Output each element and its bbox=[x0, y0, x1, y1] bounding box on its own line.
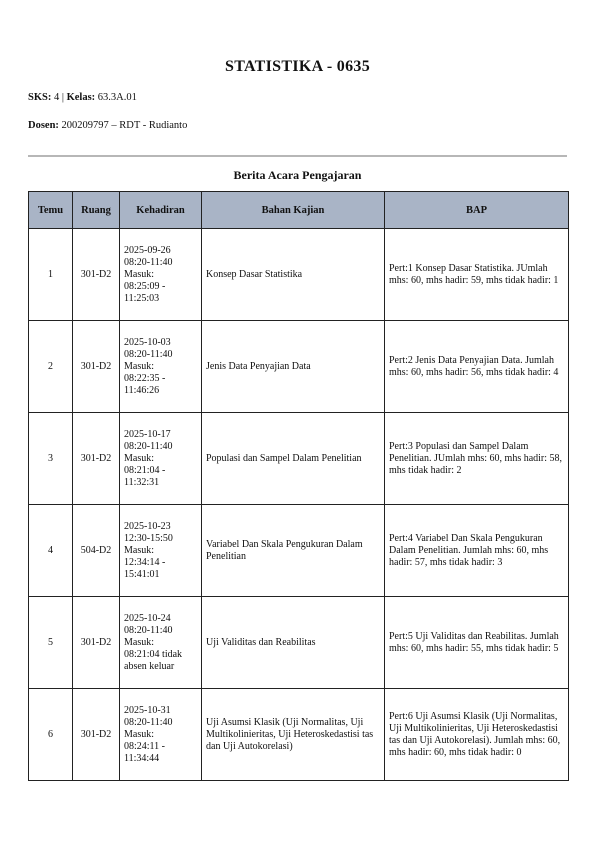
cell-kehadiran bbox=[120, 413, 202, 505]
kehadiran-masuk-label: Masuk: bbox=[124, 452, 154, 464]
kehadiran-schedule: 12:30-15:50 bbox=[124, 532, 173, 544]
kehadiran-masuk-label: Masuk: bbox=[124, 636, 154, 648]
cell-kehadiran bbox=[120, 597, 202, 689]
cell-ruang: 301-D2 bbox=[73, 597, 120, 689]
sks-kelas-line bbox=[28, 92, 137, 103]
cell-kehadiran bbox=[120, 321, 202, 413]
cell-bahan-kajian: Konsep Dasar Statistika bbox=[202, 229, 385, 321]
kehadiran-in-time: 08:22:35 - bbox=[124, 372, 166, 384]
cell-bap: Pert:1 Konsep Dasar Statistika. JUmlah mhs: 60, mhs hadir: 59, mhs tidak hadir: 1 bbox=[385, 229, 569, 321]
cell-bahan-kajian: Variabel Dan Skala Pengukuran Dalam Penelitian bbox=[202, 505, 385, 597]
dosen-value: 200209797 – RDT - Rudianto bbox=[61, 120, 188, 131]
cell-temu: 2 bbox=[29, 321, 73, 413]
kehadiran-date: 2025-10-03 bbox=[124, 336, 171, 348]
cell-ruang: 301-D2 bbox=[73, 229, 120, 321]
kehadiran-out-time: 11:34:44 bbox=[124, 752, 160, 764]
divider bbox=[28, 155, 567, 157]
cell-bahan-kajian: Jenis Data Penyajian Data bbox=[202, 321, 385, 413]
sks-value: 4 bbox=[53, 92, 60, 103]
kehadiran-date: 2025-09-26 bbox=[124, 244, 171, 256]
cell-bap: Pert:4 Variabel Dan Skala Pengukuran Dalam Penelitian. Jumlah mhs: 60, mhs hadir: 57, mhs tidak hadir: 3 bbox=[385, 505, 569, 597]
kehadiran-masuk-label: Masuk: bbox=[124, 268, 154, 280]
kehadiran-schedule: 08:20-11:40 bbox=[124, 440, 173, 452]
cell-bap: Pert:5 Uji Validitas dan Reabilitas. Jumlah mhs: 60, mhs hadir: 55, mhs tidak hadir: 5 bbox=[385, 597, 569, 689]
cell-bahan-kajian: Uji Validitas dan Reabilitas bbox=[202, 597, 385, 689]
column-header-bahan-kajian: Bahan Kajian bbox=[202, 192, 385, 229]
table-row bbox=[29, 689, 569, 781]
kehadiran-in-time: 08:21:04 - bbox=[124, 464, 166, 476]
kehadiran-in-time: 08:24:11 - bbox=[124, 740, 166, 752]
kehadiran-masuk-label: Masuk: bbox=[124, 360, 154, 372]
dosen-line bbox=[28, 120, 187, 131]
kehadiran-schedule: 08:20-11:40 bbox=[124, 348, 173, 360]
kehadiran-in-time: 08:21:04 tidak bbox=[124, 648, 183, 660]
column-header-kehadiran: Kehadiran bbox=[120, 192, 202, 229]
cell-ruang: 301-D2 bbox=[73, 413, 120, 505]
cell-bap: Pert:6 Uji Asumsi Klasik (Uji Normalitas, Uji Multikolinieritas, Uji Heteroskedastisi tas dan Uji Autokorelasi). Jumlah mhs: 60, mhs hadir: 60, mhs tidak hadir: 0 bbox=[385, 689, 569, 781]
cell-temu: 3 bbox=[29, 413, 73, 505]
table-row bbox=[29, 413, 569, 505]
cell-temu: 1 bbox=[29, 229, 73, 321]
kehadiran-masuk-label: Masuk: bbox=[124, 544, 154, 556]
kelas-label: Kelas: bbox=[66, 92, 96, 103]
table-row bbox=[29, 597, 569, 689]
dosen-label: Dosen: bbox=[28, 120, 59, 131]
cell-ruang: 301-D2 bbox=[73, 689, 120, 781]
cell-temu: 6 bbox=[29, 689, 73, 781]
kehadiran-date: 2025-10-23 bbox=[124, 520, 171, 532]
kehadiran-date: 2025-10-24 bbox=[124, 612, 171, 624]
section-title: Berita Acara Pengajaran bbox=[233, 168, 362, 182]
cell-kehadiran bbox=[120, 229, 202, 321]
kelas-value: 63.3A.01 bbox=[97, 92, 137, 103]
kehadiran-out-time: 11:46:26 bbox=[124, 384, 160, 396]
page-title: STATISTIKA - 0635 bbox=[225, 58, 370, 75]
kehadiran-out-time: 11:32:31 bbox=[124, 476, 160, 488]
table-header-row bbox=[29, 192, 569, 229]
kehadiran-in-time: 08:25:09 - bbox=[124, 280, 166, 292]
cell-kehadiran bbox=[120, 689, 202, 781]
kehadiran-out-time: 11:25:03 bbox=[124, 292, 160, 304]
kehadiran-in-time: 12:34:14 - bbox=[124, 556, 166, 568]
bap-table bbox=[28, 191, 569, 781]
kehadiran-date: 2025-10-31 bbox=[124, 704, 171, 716]
column-header-bap: BAP bbox=[385, 192, 569, 229]
column-header-temu: Temu bbox=[29, 192, 73, 229]
kehadiran-schedule: 08:20-11:40 bbox=[124, 256, 173, 268]
column-header-ruang: Ruang bbox=[73, 192, 120, 229]
kehadiran-out-time: absen keluar bbox=[124, 660, 175, 672]
cell-kehadiran bbox=[120, 505, 202, 597]
kehadiran-date: 2025-10-17 bbox=[124, 428, 171, 440]
kehadiran-out-time: 15:41:01 bbox=[124, 568, 160, 580]
cell-bap: Pert:2 Jenis Data Penyajian Data. Jumlah mhs: 60, mhs hadir: 56, mhs tidak hadir: 4 bbox=[385, 321, 569, 413]
cell-bahan-kajian: Uji Asumsi Klasik (Uji Normalitas, Uji Multikolinieritas, Uji Heteroskedastisi tas dan Uji Autokorelasi) bbox=[202, 689, 385, 781]
table-row bbox=[29, 229, 569, 321]
cell-temu: 4 bbox=[29, 505, 73, 597]
cell-ruang: 301-D2 bbox=[73, 321, 120, 413]
kehadiran-schedule: 08:20-11:40 bbox=[124, 624, 173, 636]
sks-label: SKS: bbox=[28, 92, 52, 103]
cell-ruang: 504-D2 bbox=[73, 505, 120, 597]
kehadiran-schedule: 08:20-11:40 bbox=[124, 716, 173, 728]
cell-temu: 5 bbox=[29, 597, 73, 689]
table-row bbox=[29, 505, 569, 597]
cell-bahan-kajian: Populasi dan Sampel Dalam Penelitian bbox=[202, 413, 385, 505]
kehadiran-masuk-label: Masuk: bbox=[124, 728, 154, 740]
table-row bbox=[29, 321, 569, 413]
cell-bap: Pert:3 Populasi dan Sampel Dalam Penelitian. JUmlah mhs: 60, mhs hadir: 58, mhs tidak hadir: 2 bbox=[385, 413, 569, 505]
separator: | bbox=[61, 92, 64, 103]
